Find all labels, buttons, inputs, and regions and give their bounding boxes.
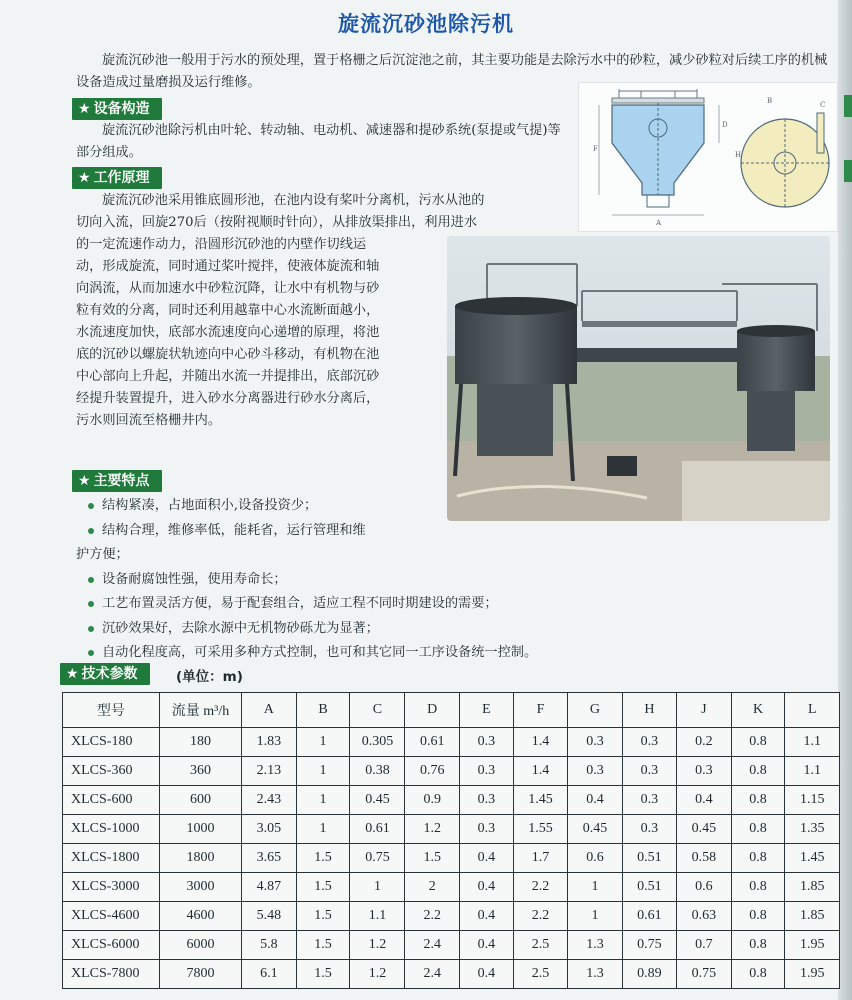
star-icon: ★	[78, 170, 91, 186]
table-cell: 2.5	[513, 960, 567, 989]
table-cell: 0.89	[622, 960, 676, 989]
table-cell: 0.3	[622, 786, 676, 815]
table-cell: 0.76	[405, 757, 459, 786]
table-cell: 0.61	[622, 902, 676, 931]
table-header-cell: A	[242, 693, 296, 728]
table-cell: 2.13	[242, 757, 296, 786]
photo-svg	[447, 236, 830, 521]
table-cell: 1	[296, 786, 350, 815]
principle-line: 污水则回流至格栅井内。	[76, 413, 222, 428]
table-cell: 0.4	[459, 902, 513, 931]
table-cell: 1.5	[296, 931, 350, 960]
principle-line: 经提升装置提升，进入砂水分离器进行砂水分离后，	[76, 391, 380, 406]
table-cell: XLCS-360	[63, 757, 160, 786]
table-cell: 1.2	[405, 815, 459, 844]
table-header-cell: E	[459, 693, 513, 728]
star-icon: ★	[66, 666, 79, 682]
table-cell: 0.4	[677, 786, 731, 815]
table-body	[63, 728, 840, 989]
table-cell: 1.15	[785, 786, 840, 815]
table-cell: 1800	[159, 844, 241, 873]
table-cell: 0.61	[350, 815, 405, 844]
table-cell: 1.5	[296, 902, 350, 931]
principle-line: 水流速度加快，底部水流速度向心递增的原理，将池	[76, 325, 380, 340]
engineering-diagram	[578, 82, 838, 232]
diagram-label-a: A	[656, 219, 662, 227]
section-tag-features: ★ 主要特点	[72, 470, 162, 492]
table-cell: 1	[350, 873, 405, 902]
table-cell: 0.8	[731, 873, 785, 902]
page-title: 旋流沉砂池除污机	[338, 11, 514, 36]
table-cell: 0.3	[622, 815, 676, 844]
table-header-cell: 型号	[63, 693, 160, 728]
principle-line: 的一定流速作动力，沿圆形沉砂池的内壁作切线运	[76, 237, 367, 252]
structure-paragraph: 旋流沉砂池除污机由叶轮、转动轴、电动机、减速器和提砂系统(泵提或气提)等部分组成。	[76, 123, 561, 160]
table-cell: 3.05	[242, 815, 296, 844]
table-cell: 0.4	[459, 844, 513, 873]
table-cell: 2.5	[513, 931, 567, 960]
table-cell: 1.95	[785, 931, 840, 960]
list-item-continuation: 护方便；	[76, 547, 129, 562]
table-header-cell: H	[622, 693, 676, 728]
star-icon: ★	[78, 473, 91, 489]
star-icon: ★	[78, 101, 91, 117]
table-cell: 0.63	[677, 902, 731, 931]
table-cell: 1	[568, 902, 622, 931]
table-cell: 1.4	[513, 728, 567, 757]
section-tag-params: ★ 技术参数	[60, 663, 150, 685]
principle-line: 向涡流，从而加速水中砂粒沉降，让水中有机物与砂	[76, 281, 380, 296]
page-edge	[838, 0, 852, 1000]
table-cell: 1.2	[350, 960, 405, 989]
diagram-label-b: B	[767, 97, 773, 105]
table-header-cell: F	[513, 693, 567, 728]
section-tag-principle: ★ 工作原理	[72, 167, 162, 189]
table-cell: 6.1	[242, 960, 296, 989]
table-cell: 0.4	[568, 786, 622, 815]
list-item: 结构合理，维修率低，能耗省，运行管理和维 护方便；	[76, 519, 636, 568]
table-cell: 0.7	[677, 931, 731, 960]
principle-line: 底的沉砂以螺旋状轨迹向中心砂斗移动，有机物在池	[76, 347, 380, 362]
principle-line: 切向入流，回旋270后（按附视顺时针向），从排放渠排出，利用进水	[76, 215, 478, 230]
table-cell: 0.8	[731, 902, 785, 931]
table-header-cell: G	[568, 693, 622, 728]
table-cell: 4600	[159, 902, 241, 931]
table-cell: 1.3	[568, 960, 622, 989]
table-cell: 0.45	[568, 815, 622, 844]
table-cell: 0.3	[622, 757, 676, 786]
table-cell: 1	[296, 757, 350, 786]
params-table	[62, 692, 840, 989]
table-cell: 0.4	[459, 931, 513, 960]
table-cell: 0.51	[622, 844, 676, 873]
table-row	[63, 902, 840, 931]
table-cell: 4.87	[242, 873, 296, 902]
table-header-cell: J	[677, 693, 731, 728]
table-cell: 1.5	[296, 873, 350, 902]
table-row	[63, 728, 840, 757]
table-cell: 0.3	[622, 728, 676, 757]
table-cell: 1.2	[350, 931, 405, 960]
table-cell: XLCS-1800	[63, 844, 160, 873]
table-cell: 1.5	[296, 844, 350, 873]
table-cell: 0.8	[731, 786, 785, 815]
diagram-svg	[579, 83, 837, 231]
table-header-cell: D	[405, 693, 459, 728]
table-cell: 0.9	[405, 786, 459, 815]
table-cell: 2.2	[405, 902, 459, 931]
bullet-icon	[88, 577, 94, 583]
table-cell: 1.3	[568, 931, 622, 960]
table-cell: XLCS-7800	[63, 960, 160, 989]
table-cell: 1.45	[785, 844, 840, 873]
table-cell: 2.4	[405, 960, 459, 989]
table-cell: 0.3	[568, 757, 622, 786]
principle-line: 粒有效的分离，同时还利用越靠中心水流断面越小，	[76, 303, 380, 318]
table-cell: 0.6	[677, 873, 731, 902]
table-cell: 0.3	[459, 757, 513, 786]
table-cell: 1	[296, 728, 350, 757]
table-cell: 5.8	[242, 931, 296, 960]
table-cell: 1.83	[242, 728, 296, 757]
bullet-icon	[88, 626, 94, 632]
table-cell: 0.75	[622, 931, 676, 960]
table-cell: 2	[405, 873, 459, 902]
table-cell: 600	[159, 786, 241, 815]
table-header-row	[63, 693, 840, 728]
table-header-cell: L	[785, 693, 840, 728]
table-header-cell: C	[350, 693, 405, 728]
table-row	[63, 873, 840, 902]
table-cell: 6000	[159, 931, 241, 960]
table-cell: 1.1	[350, 902, 405, 931]
table-cell: XLCS-180	[63, 728, 160, 757]
bullet-icon	[88, 650, 94, 656]
table-cell: 0.75	[677, 960, 731, 989]
table-cell: 5.48	[242, 902, 296, 931]
table-cell: XLCS-1000	[63, 815, 160, 844]
table-cell: XLCS-600	[63, 786, 160, 815]
table-cell: XLCS-6000	[63, 931, 160, 960]
table-cell: 1.35	[785, 815, 840, 844]
table-cell: 0.2	[677, 728, 731, 757]
table-row	[63, 815, 840, 844]
table-cell: 1.55	[513, 815, 567, 844]
tank-top-view	[741, 119, 829, 207]
list-item: 结构紧凑，占地面积小,设备投资少；	[76, 494, 636, 519]
table-header-cell: 流量 m³/h	[159, 693, 241, 728]
table-cell: 1.1	[785, 728, 840, 757]
table-cell: 1.45	[513, 786, 567, 815]
table-cell: 2.43	[242, 786, 296, 815]
intro-paragraph: 旋流沉砂池一般用于污水的预处理，置于格栅之后沉淀池之前，其主要功能是去除污水中的砂粒，减少砂粒对后续工序的机械设备造成过量磨损及运行维修。	[76, 53, 828, 90]
table-cell: XLCS-4600	[63, 902, 160, 931]
table-cell: 1.5	[405, 844, 459, 873]
table-cell: 1.5	[296, 960, 350, 989]
table-row	[63, 757, 840, 786]
table-cell: 0.4	[459, 873, 513, 902]
table-cell: 1.1	[785, 757, 840, 786]
table-cell: 0.8	[731, 844, 785, 873]
table-cell: 0.8	[731, 931, 785, 960]
diagram-label-f: F	[593, 145, 598, 153]
table-cell: 0.6	[568, 844, 622, 873]
table-cell: 0.51	[622, 873, 676, 902]
table-cell: 1000	[159, 815, 241, 844]
list-item: 沉砂效果好，去除水源中无机物砂砾尤为显著；	[76, 617, 636, 642]
table-cell: XLCS-3000	[63, 873, 160, 902]
table-cell: 0.8	[731, 960, 785, 989]
unit-label: (单位：m)	[176, 669, 243, 685]
table-header-cell: B	[296, 693, 350, 728]
equipment-photo	[447, 236, 830, 521]
table-cell: 0.75	[350, 844, 405, 873]
table-row	[63, 844, 840, 873]
feature-list	[76, 494, 636, 666]
table-cell: 0.3	[677, 757, 731, 786]
list-item: 自动化程度高，可采用多种方式控制，也可和其它同一工序设备统一控制。	[76, 641, 636, 666]
bullet-icon	[88, 503, 94, 509]
table-cell: 0.3	[568, 728, 622, 757]
table-cell: 0.8	[731, 815, 785, 844]
diagram-label-h: H	[735, 151, 742, 159]
table-cell: 1.95	[785, 960, 840, 989]
table-cell: 2.2	[513, 902, 567, 931]
table-cell: 0.45	[677, 815, 731, 844]
table-cell: 0.38	[350, 757, 405, 786]
table-cell: 1.7	[513, 844, 567, 873]
diagram-label-c: C	[820, 101, 826, 109]
table-cell: 0.58	[677, 844, 731, 873]
table-cell: 2.4	[405, 931, 459, 960]
table-cell: 1.85	[785, 873, 840, 902]
table-cell: 0.61	[405, 728, 459, 757]
table-cell: 1	[568, 873, 622, 902]
bullet-icon	[88, 528, 94, 534]
table-row	[63, 960, 840, 989]
table-cell: 1.4	[513, 757, 567, 786]
table-cell: 0.8	[731, 728, 785, 757]
table-header-cell: K	[731, 693, 785, 728]
list-item: 工艺布置灵活方便，易于配套组合，适应工程不同时期建设的需要；	[76, 592, 636, 617]
table-cell: 0.45	[350, 786, 405, 815]
table-cell: 2.2	[513, 873, 567, 902]
table-cell: 0.8	[731, 757, 785, 786]
principle-line: 旋流沉砂池采用锥底圆形池，在池内设有桨叶分离机，污水从池的	[102, 193, 485, 208]
table-cell: 0.3	[459, 815, 513, 844]
table-cell: 0.305	[350, 728, 405, 757]
list-item: 设备耐腐蚀性强，使用寿命长；	[76, 568, 636, 593]
page-tab	[844, 160, 852, 182]
table-cell: 3.65	[242, 844, 296, 873]
table-row	[63, 931, 840, 960]
table-cell: 0.4	[459, 960, 513, 989]
table-cell: 7800	[159, 960, 241, 989]
section-tag-structure: ★ 设备构造	[72, 98, 162, 120]
table-cell: 1	[296, 815, 350, 844]
table-cell: 0.3	[459, 786, 513, 815]
table-cell: 0.3	[459, 728, 513, 757]
principle-line: 动，形成旋流，同时通过桨叶搅拌，使液体旋流和轴	[76, 259, 380, 274]
table-cell: 360	[159, 757, 241, 786]
table-row	[63, 786, 840, 815]
table-cell: 180	[159, 728, 241, 757]
table-cell: 3000	[159, 873, 241, 902]
principle-line: 中心部向上升起，并随出水流一并提排出，底部沉砂	[76, 369, 380, 384]
bullet-icon	[88, 601, 94, 607]
diagram-label-d: D	[722, 121, 728, 129]
table-cell: 1.85	[785, 902, 840, 931]
page-tab	[844, 95, 852, 117]
